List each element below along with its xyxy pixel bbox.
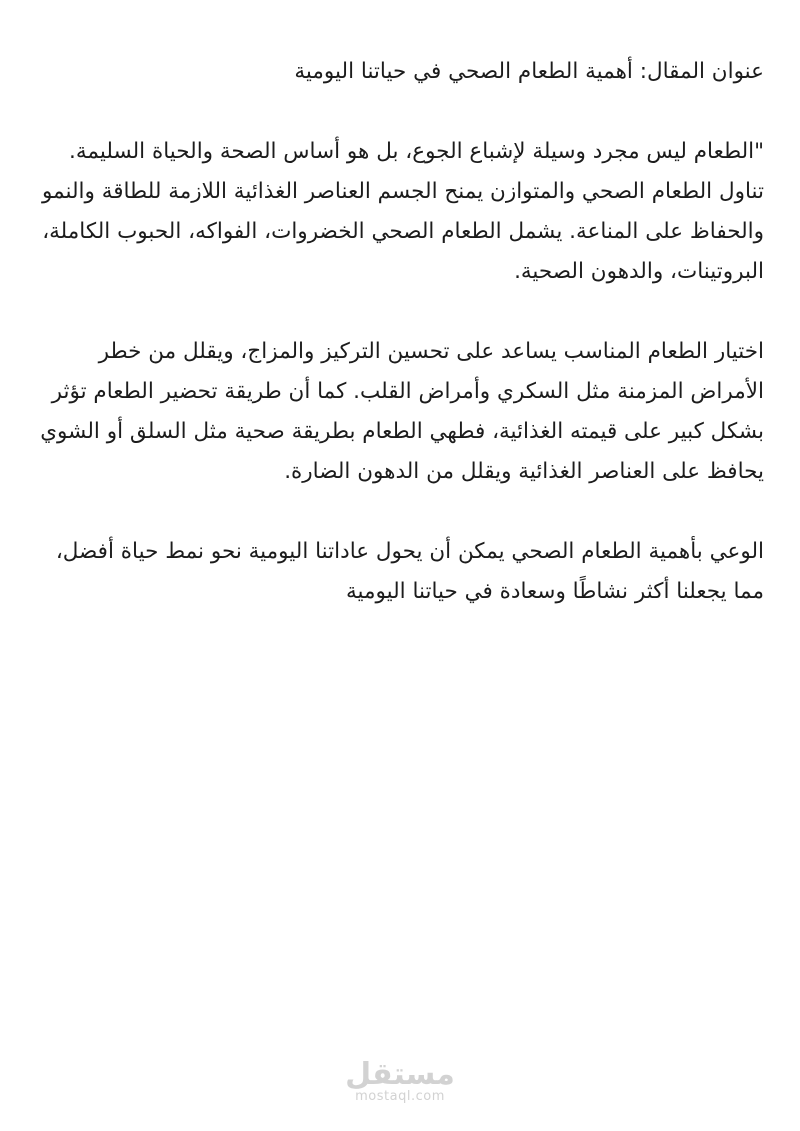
article-paragraph-3: الوعي بأهمية الطعام الصحي يمكن أن يحول عاداتنا اليومية نحو نمط حياة أفضل، مما يجعلنا أكثر نشاطًا وسعادة في حياتنا اليومية (55, 539, 764, 604)
article-paragraph-2: اختيار الطعام المناسب يساعد على تحسين التركيز والمزاج، ويقلل من خطر الأمراض المزمنة مثل السكري وأمراض القلب. كما أن طريقة تحضير الطعام تؤثر بشكل كبير على قيمته الغذائية، فطهي الطعام بطريقة صحية مثل السلق أو الشوي يحافظ على العناصر الغذائية ويقلل من الدهون الضارة. (40, 339, 764, 484)
article-body (34, 52, 764, 652)
article-title: عنوان المقال: أهمية الطعام الصحي في حياتنا اليومية (294, 59, 764, 84)
article-paragraph-1: "الطعام ليس مجرد وسيلة لإشباع الجوع، بل هو أساس الصحة والحياة السليمة. تناول الطعام الصحي والمتوازن يمنح الجسم العناصر الغذائية اللازمة للطاقة والنمو والحفاظ على المناعة. يشمل الطعام الصحي الخضروات، الفواكه، الحبوب الكاملة، البروتينات، والدهون الصحية. (41, 139, 764, 284)
watermark (0, 1058, 800, 1104)
watermark-url: mostaql.com (355, 1089, 445, 1104)
watermark-logo: مستقل (345, 1057, 455, 1092)
